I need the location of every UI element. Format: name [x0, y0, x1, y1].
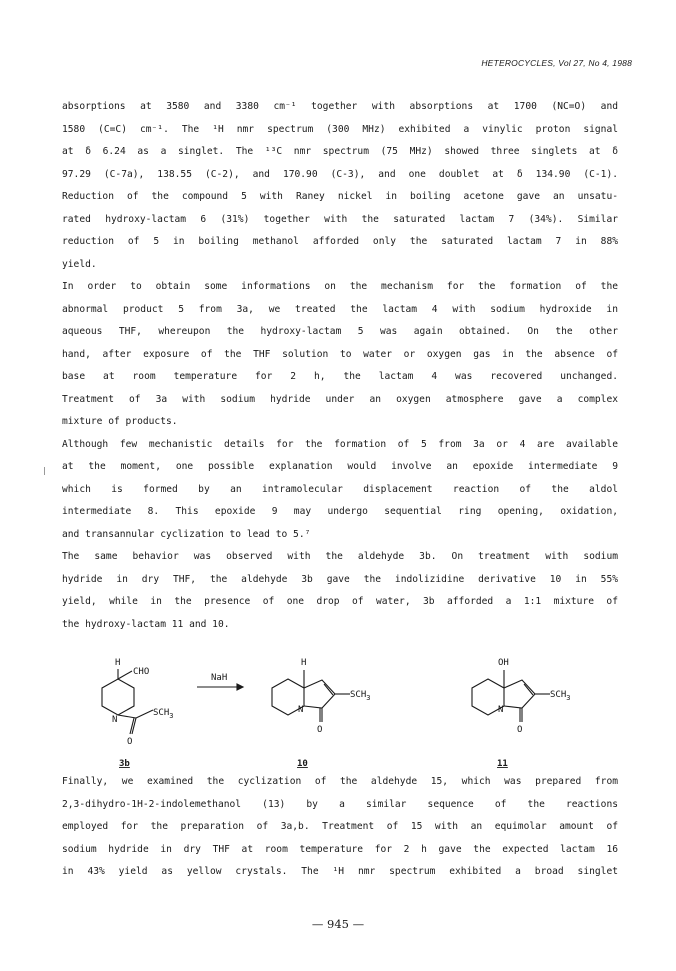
compound-3b-structure	[102, 658, 173, 769]
text-line: aqueous THF, whereupon the hydroxy-lactam 5 was again obtained. On the other	[62, 326, 618, 337]
text-line: hydride in dry THF, the aldehyde 3b gave the indolizidine derivative 10 in 55%	[62, 573, 618, 585]
paragraph-5	[62, 771, 618, 884]
n-atom: N	[498, 705, 504, 715]
compound-label-3b: 3b	[119, 759, 130, 769]
text-line: the hydroxy-lactam 11 and 10.	[62, 618, 230, 630]
margin-mark	[44, 467, 45, 475]
paragraph-4	[62, 546, 618, 636]
text-line: reduction of 5 in boiling methanol afforded only the saturated lactam 7 in 88%	[62, 236, 618, 247]
text-line: 2,3-dihydro-1H-2-indolemethanol (13) by a similar sequence of the reactions	[62, 798, 618, 810]
text-line: 97.29 (C-7a), 138.55 (C-2), and 170.90 (C-3), and one doublet at δ 134.90 (C-1).	[62, 168, 618, 180]
body-text-top	[62, 96, 618, 636]
text-line: sodium hydride in dry THF at room temperature for 2 h gave the expected lactam 16	[62, 843, 618, 855]
text-line: employed for the preparation of 3a,b. Treatment of 15 with an equimolar amount of	[62, 821, 618, 832]
text-line: In order to obtain some informations on the mechanism for the formation of the	[62, 281, 618, 292]
running-head: HETEROCYCLES, Vol 27, No 4, 1988	[481, 58, 632, 68]
o-atom: O	[317, 725, 323, 735]
reaction-arrow	[197, 673, 243, 690]
text-line: hand, after exposure of the THF solution to water or oxygen gas in the absence of	[62, 348, 618, 360]
h-atom: H	[115, 658, 121, 668]
paragraph-1	[62, 96, 618, 276]
compound-10-structure	[272, 658, 370, 769]
page-number: — 945 —	[311, 917, 365, 931]
text-line: which is formed by an intramolecular displacement reaction of the aldol	[62, 483, 618, 495]
text-line: The same behavior was observed with the aldehyde 3b. On treatment with sodium	[62, 551, 618, 562]
text-line: at δ 6.24 as a singlet. The ¹³C nmr spectrum (75 MHz) showed three singlets at δ	[62, 146, 618, 157]
text-line: yield, while in the presence of one drop of water, 3b afforded a 1:1 mixture of	[62, 596, 618, 607]
cho-group: CHO	[133, 667, 150, 677]
body-text-bottom	[62, 771, 618, 884]
paragraph-2	[62, 276, 618, 434]
text-line: intermediate 8. This epoxide 9 may undergo sequential ring opening, oxidation,	[62, 506, 618, 517]
n-atom: N	[298, 705, 304, 715]
text-line: Reduction of the compound 5 with Raney nickel in boiling acetone gave an unsatu-	[62, 191, 618, 202]
text-line: abnormal product 5 from 3a, we treated the lactam 4 with sodium hydroxide in	[62, 303, 618, 315]
reagent-label: NaH	[211, 673, 228, 683]
sch3-group: $SCH_3$	[550, 690, 571, 702]
text-line: Finally, we examined the cyclization of the aldehyde 15, which was prepared from	[62, 776, 618, 787]
text-line: rated hydroxy-lactam 6 (31%) together with the saturated lactam 7 (34%). Similar	[62, 213, 618, 225]
o-atom: O	[517, 725, 523, 735]
text-line: 1580 (C=C) cm⁻¹. The ¹H nmr spectrum (300 MHz) exhibited a vinylic proton signal	[62, 123, 618, 135]
compound-label-10: 10	[297, 759, 308, 769]
compound-11-structure	[472, 658, 570, 769]
text-line: Although few mechanistic details for the formation of 5 from 3a or 4 are available	[62, 438, 618, 450]
oh-group: OH	[498, 658, 509, 668]
text-line: in 43% yield as yellow crystals. The ¹H nmr spectrum exhibited a broad singlet	[62, 866, 618, 877]
paragraph-3	[62, 434, 618, 547]
h-atom: H	[301, 658, 307, 668]
sch3-group: $SCH_3$	[153, 708, 174, 720]
reaction-scheme	[60, 652, 620, 772]
o-atom: O	[127, 737, 133, 747]
text-line: Treatment of 3a with sodium hydride under an oxygen atmosphere gave a complex	[62, 393, 618, 405]
text-line: and transannular cyclization to lead to 5.⁷	[62, 528, 311, 540]
text-line: at the moment, one possible explanation would involve an epoxide intermediate 9	[62, 461, 618, 472]
sch3-group: $SCH_3$	[350, 690, 371, 702]
n-atom: N	[112, 715, 118, 725]
text-line: mixture of products.	[62, 416, 178, 427]
text-line: absorptions at 3580 and 3380 cm⁻¹ together with absorptions at 1700 (NC=O) and	[62, 101, 618, 112]
text-line: base at room temperature for 2 h, the lactam 4 was recovered unchanged.	[62, 371, 618, 382]
compound-label-11: 11	[497, 759, 508, 769]
text-line: yield.	[62, 258, 97, 270]
